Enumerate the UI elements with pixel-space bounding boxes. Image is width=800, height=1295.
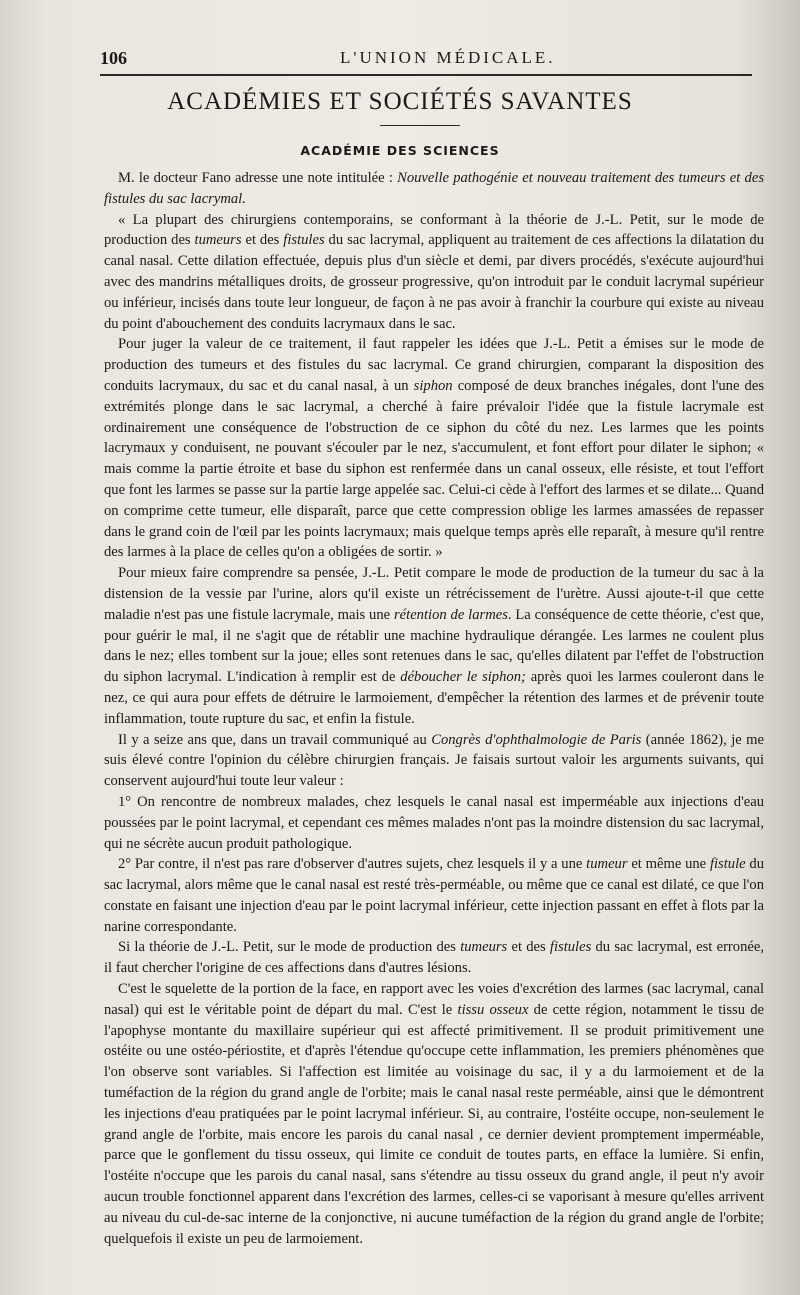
text-run: du sac lacrymal, alors même que le canal nasal est resté très-perméable, ou même que ce canal est dilaté, ce que l'on constate en faisant une injection d'eau par le point lacrymal inférieur, cette injection passant en effet à flots par la narine correspondante. (104, 856, 765, 935)
header-rule (100, 74, 752, 76)
subsection-title: ACADÉMIE DES SCIENCES (300, 143, 500, 158)
text-run: Pour mieux faire comprendre sa pensée, J.-L. Petit compare le mode de production de la tumeur du sac à la distension de la vessie par l'urine, alors qu'il existe un rétrécissement de l'urètre. Aussi ajoute-t-il que cette maladie n'est pas une fistule lacrymale, mais une (104, 565, 764, 623)
text-run: du sac lacrymal, appliquent au traitement de ces affections la dilatation du canal nasal. Cette dilation effectuée, depuis plus d'un siècle et demi, par divers procédés, s'exécute aujourd'hui avec des mandrins métalliques droits, de grosseur progressive, qu'on introduit par le conduit lacrymal supérieur ou inférieur, incisés dans toute leur longueur, de façon à ne pas avoir à franchir la courbure qui existe au niveau du point d'abouchement des conduits lacrymaux dans le sac. (104, 232, 764, 332)
italic-term: siphon (413, 377, 453, 394)
paragraph (104, 563, 764, 729)
running-header (100, 42, 760, 70)
text-run: et des (507, 939, 550, 956)
paragraph (104, 168, 764, 210)
text-run: Pour juger la valeur de ce traitement, il faut rappeler les idées que J.-L. Petit a émises sur le mode de production des tumeurs et des fistules du sac lacrymal. Ce grand chirurgien, comparant la disposition des conduits lacrymaux, du sac et du canal nasal, à un (104, 336, 764, 394)
italic-term: rétention de larmes (393, 606, 508, 623)
text-run: . La conséquence de cette théorie, c'est que, pour guérir le mal, il ne s'agit que de rétablir une machine hydraulique dérangée. Les larmes ne coulent plus dans le nez; elles tombent sur la joue; elles sont retenues dans le sac, qu'elles dilatent par l'effet de l'obstruction du siphon lacrymal. L'indication à remplir est de (104, 606, 764, 686)
text-run: M. le docteur Fano adresse une note intitulée : (118, 170, 398, 186)
paragraph (104, 730, 764, 792)
text-run: et des (241, 232, 284, 249)
paragraph (104, 854, 764, 937)
text-run: et même une (627, 856, 710, 873)
paragraph (104, 210, 764, 335)
text-run: composé de deux branches inégales, dont l'une des extrémités plonge dans le sac lacrymal, a cherché à faire prévaloir l'idée que la fistule lacrymale est ordinairement une conséquence de l'obstruction de ce siphon du côté du nez. Les larmes que les points lacrymaux y conduisent, ne pouvant s'écouler par le nez, s'accumulent, et font effort pour dilater le siphon; « mais comme la partie étroite et base du siphon est renfermée dans un canal osseux, elle résiste, et tout l'effort que font les larmes se passe sur la partie large appelée sac. Celui-ci cède à l'effort des larmes et se dilate... Quand on comprime cette tumeur, elle disparaît, parce que cette compression oblige les larmes amassées de repasser dans le grand coin de l'œil par les points lacrymaux; mais quelque temps après elle reparaît, à mesure qu'il rentre des larmes à la place de celles qu'on a obligées de sortir. » (104, 377, 764, 561)
paragraph (104, 334, 764, 563)
page-number: 106 (100, 48, 127, 68)
italic-term: tissu osseux (457, 1001, 529, 1018)
section-title: ACADÉMIES ET SOCIÉTÉS SAVANTES (167, 88, 633, 115)
italic-term: fistules (549, 939, 592, 956)
text-run: « La plupart des chirurgiens contemporains, se conformant à la théorie de J.-L. Petit, sur le mode de production des (104, 211, 764, 249)
italic-term: tumeur (586, 856, 628, 873)
italic-term: tumeurs (460, 939, 508, 956)
journal-title: L'UNION MÉDICALE. (340, 48, 556, 67)
italic-term: tumeurs (194, 232, 242, 249)
italic-term: Congrès d'ophthalmologie de Paris (431, 731, 642, 748)
paragraph (104, 937, 764, 979)
text-run: 2° Par contre, il n'est pas rare d'observer d'autres sujets, chez lesquels il y a une (118, 856, 587, 873)
italic-term: fistule (709, 856, 746, 873)
paragraph (104, 979, 764, 1249)
text-run: Si la théorie de J.-L. Petit, sur le mode de production des (118, 939, 461, 956)
section-divider (380, 125, 460, 126)
paragraph: 1° On rencontre de nombreux malades, chez lesquels le canal nasal est imperméable aux injections d'eau poussées par le point lacrymal, et cependant ces mêmes malades n'ont pas la moindre distension du sac lacrymal, qui ne sécrète aucun produit pathologique. (104, 793, 764, 852)
article-body (104, 168, 764, 1249)
text-run: après quoi les larmes couleront dans le nez, ce qui aura pour effets de détruire le larmoiement, d'empêcher la rétention des larmes et de prévenir toute inflammation, toute rupture du sac, et enfin la fistule. (104, 669, 764, 727)
text-run: C'est le squelette de la portion de la face, en rapport avec les voies d'excrétion des larmes (sac lacrymal, canal nasal) qui est le véritable point de départ du mal. C'est le (104, 981, 764, 1018)
italic-term: déboucher le siphon; (400, 669, 526, 686)
italic-term: fistules (283, 232, 325, 249)
italic-title: Nouvelle pathogénie et nouveau traitement des tumeurs et des fistules du sac lacrymal. (104, 170, 764, 207)
text-run: de cette région, notamment le tissu de l'apophyse montante du maxillaire supérieur qui est affecté primitivement. Il se produit primitivement une ostéite ou une ostéo-périostite, et d'après l'étendue qu'occupe cette inflammation, les premiers phénomènes que l'on observe sont variables. Si l'affection est limitée au voisinage du sac, il y a du larmoiement et de la tuméfaction de la région du grand angle de l'orbite; mais le canal nasal reste perméable, ainsi que le démontrent les injections d'eau pratiquées par le point lacrymal inférieur. Si, au contraire, l'ostéite occupe, non-seulement le grand angle de l'orbite, mais encore les parois du canal nasal , ce dernier devient promptement imperméable, parce que le gonflement du tissu osseux, qui limite ce conduit de toutes parts, en efface la lumière. Si enfin, l'ostéite n'occupe que les parois du canal nasal, sans s'étendre au tissu osseux du grand angle, il peut n'y avoir aucun trouble fonctionnel apparent dans l'excrétion des larmes, celles-ci se vaporisant à mesure qu'elles arrivent au niveau du cul-de-sac interne de la conjonctive, ni aucune tuméfaction de la région du grand angle de l'orbite; quelquefois il existe un peu de larmoiement. (104, 1001, 764, 1247)
text-run: Il y a seize ans que, dans un travail communiqué au (118, 731, 432, 748)
text-run: du sac lacrymal, est erronée, il faut chercher l'origine de ces affections dans d'autres lésions. (104, 939, 764, 977)
text-run: (année 1862), je me suis élevé contre l'opinion du célèbre chirurgien français. Je faisais surtout valoir les arguments suivants, qui conservent aujourd'hui toute leur valeur : (104, 731, 764, 790)
